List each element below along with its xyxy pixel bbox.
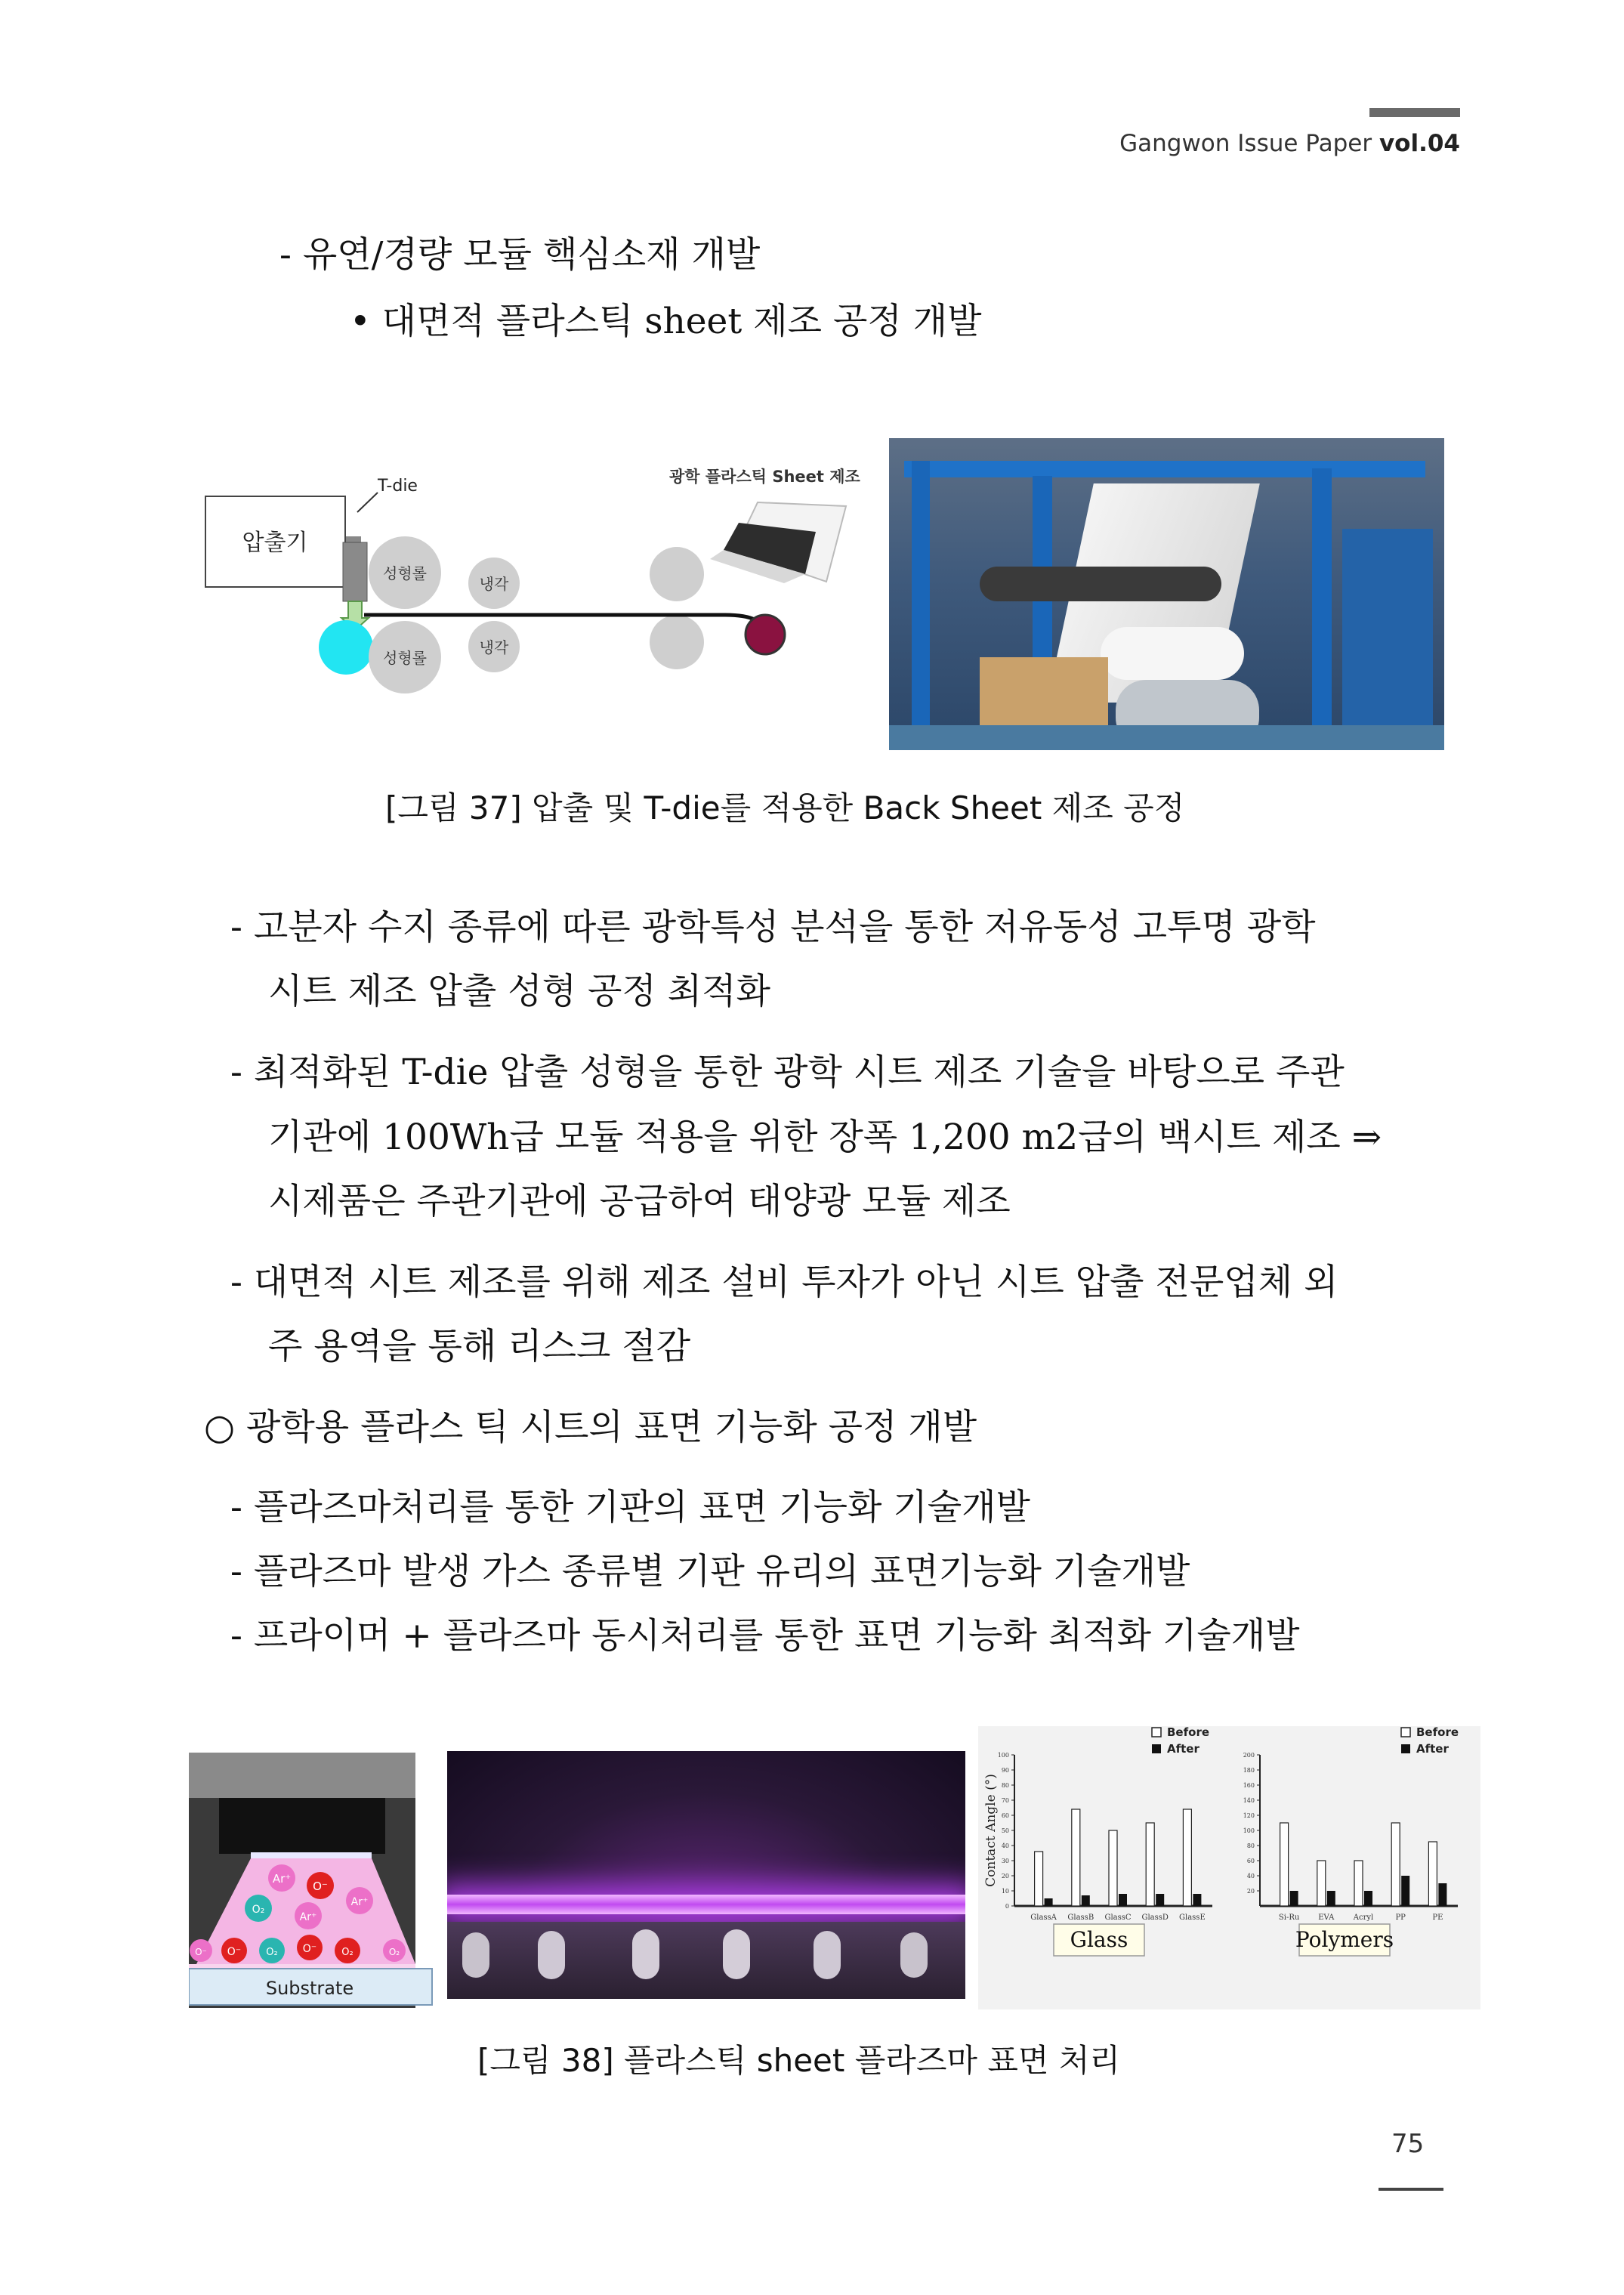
legend-before-label: Before <box>1416 1726 1459 1739</box>
x-tick-label: GlassC <box>1104 1914 1132 1922</box>
bar-before <box>1391 1823 1400 1906</box>
bullet-primer-plasma: - 프라이머 + 플라즈마 동시처리를 통한 표면 기능화 최적화 기술개발 <box>230 1615 1300 1657</box>
y-tick-label: 60 <box>1001 1812 1009 1819</box>
tdie-block <box>343 542 367 601</box>
y-tick-label: 20 <box>1001 1873 1009 1880</box>
x-tick-label: GlassE <box>1179 1914 1206 1922</box>
para-tdie-2: 기관에 100Wh급 모듈 적용을 위한 장폭 1,200 m2급의 백시트 제조 ⇒ <box>268 1117 1382 1158</box>
para-resin-analysis-1: - 고분자 수지 종류에 따른 광학특성 분석을 통한 저유동성 고투명 광학 <box>230 907 1316 948</box>
para-resin-analysis-2: 시트 제조 압출 성형 공정 최적화 <box>268 971 770 1012</box>
extruder-label: 압출기 <box>242 530 308 556</box>
para-outsourcing-1: - 대면적 시트 제조를 위해 제조 설비 투자가 아닌 시트 압출 전문업체 외 <box>230 1262 1338 1303</box>
y-tick-label: 0 <box>1005 1903 1009 1910</box>
particle-o-3: O⁻ <box>302 1943 317 1955</box>
bar-after <box>1193 1894 1201 1906</box>
particle-o2-4: O₂ <box>388 1947 400 1957</box>
y-tick-label: 100 <box>997 1752 1009 1759</box>
y-axis-label: Contact Angle (°) <box>983 1774 999 1887</box>
bar-before <box>1428 1842 1437 1906</box>
sheet-product-label: 광학 플라스틱 Sheet 제조 <box>669 468 860 486</box>
legend-after-label: After <box>1167 1742 1199 1756</box>
header-rule <box>1369 108 1460 117</box>
particle-o-2: O⁻ <box>227 1946 242 1958</box>
bar-after <box>1290 1891 1298 1906</box>
legend-after-swatch <box>1152 1744 1161 1753</box>
subheading-flexible-module: - 유연/경량 모듈 핵심소재 개발 <box>279 234 761 276</box>
bar-before <box>1317 1861 1326 1906</box>
x-tick-label: PP <box>1395 1914 1406 1922</box>
bar-after <box>1045 1898 1053 1906</box>
y-tick-label: 100 <box>1243 1827 1255 1834</box>
para-tdie-1: - 최적화된 T-die 압출 성형을 통한 광학 시트 제조 기술을 바탕으로 주관 <box>230 1052 1345 1093</box>
bar-after <box>1401 1876 1409 1906</box>
legend-before-swatch <box>1152 1728 1161 1737</box>
y-tick-label: 70 <box>1001 1797 1009 1804</box>
particle-ar-1: Ar⁺ <box>272 1872 292 1886</box>
bar-before <box>1183 1809 1191 1906</box>
y-tick-label: 160 <box>1243 1782 1255 1789</box>
footer-rule <box>1379 2188 1443 2191</box>
bar-after <box>1156 1894 1164 1906</box>
tdie-label: T-die <box>378 477 418 496</box>
y-tick-label: 10 <box>1001 1888 1009 1895</box>
y-tick-label: 20 <box>1246 1888 1255 1895</box>
y-tick-label: 90 <box>1001 1767 1009 1774</box>
bar-after <box>1438 1883 1446 1906</box>
figure38-caption: [그림 38] 플라스틱 sheet 플라즈마 표면 처리 <box>477 2042 1120 2079</box>
particle-o2-1: O₂ <box>252 1904 265 1916</box>
bullet-plasma-gas: - 플라즈마 발생 가스 종류별 기판 유리의 표면기능화 기술개발 <box>230 1551 1190 1592</box>
bullet-plastic-sheet: • 대면적 플라스틱 sheet 제조 공정 개발 <box>350 301 982 342</box>
figure37-caption: [그림 37] 압출 및 T-die를 적용한 Back Sheet 제조 공정 <box>385 789 1185 826</box>
cooling-roll-bottom-label: 냉각 <box>479 638 509 656</box>
forming-roll-bottom-label: 성형롤 <box>383 649 427 667</box>
bar-before <box>1035 1852 1043 1906</box>
particle-o-1: O⁻ <box>313 1880 328 1893</box>
particle-ar-3: Ar⁺ <box>350 1896 369 1908</box>
plasma-photo <box>447 1751 965 1999</box>
substrate-label: Substrate <box>265 1978 354 1999</box>
legend-after-swatch <box>1401 1744 1410 1753</box>
y-tick-label: 120 <box>1243 1812 1255 1819</box>
y-tick-label: 80 <box>1001 1782 1009 1789</box>
melt-bead <box>319 620 373 675</box>
x-tick-label: GlassB <box>1067 1914 1095 1922</box>
extrusion-diagram <box>202 453 867 703</box>
winder-roll <box>746 615 785 654</box>
sheet-machine-photo <box>889 438 1444 750</box>
bar-before <box>1146 1823 1154 1906</box>
y-tick-label: 60 <box>1246 1858 1255 1864</box>
y-tick-label: 80 <box>1246 1842 1255 1849</box>
y-tick-label: 200 <box>1243 1752 1255 1759</box>
chart-title: Glass <box>1070 1927 1128 1952</box>
takeup-roll-bottom <box>650 615 704 669</box>
y-tick-label: 40 <box>1001 1842 1009 1849</box>
bar-after <box>1327 1891 1335 1906</box>
plasma-schematic <box>189 1753 438 2008</box>
legend-before-label: Before <box>1167 1726 1210 1739</box>
x-tick-label: Si-Ru <box>1278 1914 1300 1922</box>
y-tick-label: 30 <box>1001 1858 1009 1864</box>
takeup-roll-top <box>650 547 704 601</box>
bar-before <box>1280 1823 1289 1906</box>
legend-before-swatch <box>1401 1728 1410 1737</box>
para-tdie-3: 시제품은 주관기관에 공급하여 태양광 모듈 제조 <box>268 1181 1011 1222</box>
legend-after-label: After <box>1416 1742 1449 1756</box>
x-tick-label: PE <box>1432 1914 1443 1922</box>
x-tick-label: GlassD <box>1141 1914 1169 1922</box>
y-tick-label: 50 <box>1001 1827 1009 1834</box>
bar-after <box>1082 1895 1090 1906</box>
bar-after <box>1119 1894 1127 1906</box>
bar-before <box>1109 1830 1117 1906</box>
bar-after <box>1364 1891 1372 1906</box>
chart-background <box>978 1726 1480 2009</box>
chart-title: Polymers <box>1295 1927 1394 1952</box>
heading-surface-functionalization: ○ 광학용 플라스 틱 시트의 표면 기능화 공정 개발 <box>204 1407 977 1448</box>
y-tick-label: 180 <box>1243 1767 1255 1774</box>
x-tick-label: EVA <box>1318 1914 1335 1922</box>
bar-before <box>1354 1861 1363 1906</box>
page-number: 75 <box>1391 2129 1425 2159</box>
header-title: Gangwon Issue Paper vol.04 <box>1119 130 1460 157</box>
para-outsourcing-2: 주 용역을 통해 리스크 절감 <box>268 1326 691 1367</box>
x-tick-label: Acryl <box>1353 1914 1374 1922</box>
bar-before <box>1072 1809 1080 1906</box>
particle-o-4: O⁻ <box>195 1947 207 1957</box>
particle-ar-2: Ar⁺ <box>299 1911 317 1923</box>
particle-o2-2: O₂ <box>266 1947 278 1958</box>
y-tick-label: 140 <box>1243 1797 1255 1804</box>
cooling-roll-top-label: 냉각 <box>479 575 509 593</box>
contact-angle-charts <box>978 1726 1480 2009</box>
y-tick-label: 40 <box>1246 1873 1255 1880</box>
particle-o2-3: O₂ <box>341 1947 354 1958</box>
header-volume: vol.04 <box>1379 130 1460 157</box>
forming-roll-top-label: 성형롤 <box>383 564 427 582</box>
x-tick-label: GlassA <box>1030 1914 1057 1922</box>
bullet-plasma-treatment: - 플라즈마처리를 통한 기판의 표면 기능화 기술개발 <box>230 1487 1030 1528</box>
